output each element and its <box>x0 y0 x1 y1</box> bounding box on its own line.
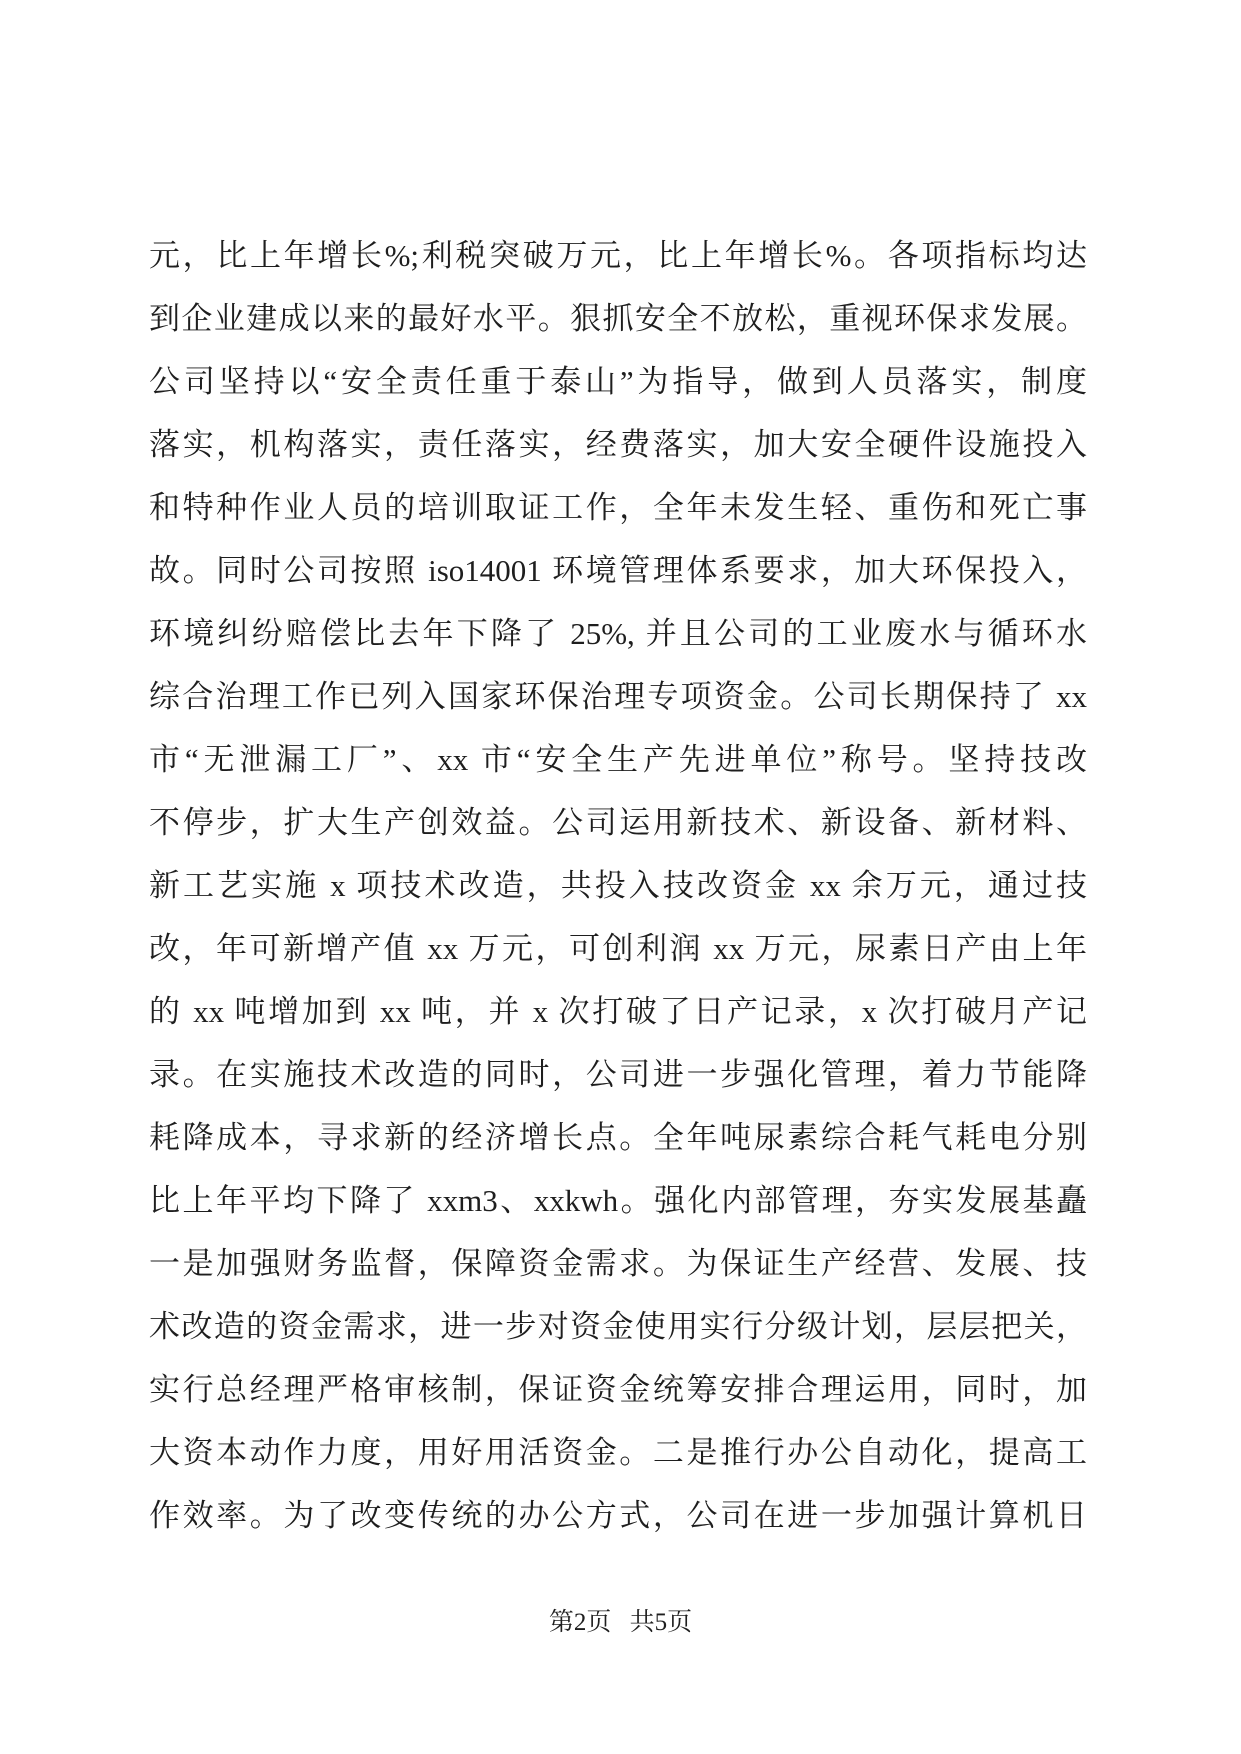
body-text-line: 环境纠纷赔偿比去年下降了 25%, 并且公司的工业废水与循环水 <box>149 616 1087 651</box>
body-text-line: 新工艺实施 x 项技术改造，共投入技改资金 xx 余万元，通过技 <box>149 868 1087 903</box>
body-text-line: 落实，机构落实，责任落实，经费落实，加大安全硬件设施投入 <box>149 427 1087 462</box>
body-text-line: 实行总经理严格审核制，保证资金统筹安排合理运用，同时，加 <box>149 1372 1087 1407</box>
body-text-line: 录。在实施技术改造的同时，公司进一步强化管理，着力节能降 <box>149 1057 1087 1092</box>
body-text-line: 改，年可新增产值 xx 万元，可创利润 xx 万元，尿素日产由上年 <box>149 931 1087 966</box>
body-text-line: 到企业建成以来的最好水平。狠抓安全不放松，重视环保求发展。 <box>149 301 1087 336</box>
body-text-line: 作效率。为了改变传统的办公方式，公司在进一步加强计算机日 <box>149 1498 1087 1533</box>
body-text-line: 的 xx 吨增加到 xx 吨，并 x 次打破了日产记录，x 次打破月产记 <box>149 994 1087 1029</box>
body-text-line: 比上年平均下降了 xxm3、xxkwh。强化内部管理，夯实发展基矗 <box>149 1183 1087 1218</box>
body-text-line: 不停步，扩大生产创效益。公司运用新技术、新设备、新材料、 <box>149 805 1087 840</box>
body-text-line: 术改造的资金需求，进一步对资金使用实行分级计划，层层把关， <box>149 1309 1087 1344</box>
body-text-line: 和特种作业人员的培训取证工作，全年未发生轻、重伤和死亡事 <box>149 490 1087 525</box>
body-text-line: 一是加强财务监督，保障资金需求。为保证生产经营、发展、技 <box>149 1246 1087 1281</box>
page-footer <box>0 1603 1241 1643</box>
page-number-indicator: 第2页 共5页 <box>548 1609 693 1636</box>
body-text-line: 故。同时公司按照 iso14001 环境管理体系要求，加大环保投入， <box>149 553 1087 588</box>
body-text-line: 公司坚持以“安全责任重于泰山”为指导，做到人员落实，制度 <box>149 364 1087 399</box>
body-text-line: 综合治理工作已列入国家环保治理专项资金。公司长期保持了 xx <box>149 679 1087 714</box>
body-text-line: 市“无泄漏工厂”、xx 市“安全生产先进单位”称号。坚持技改 <box>149 742 1087 777</box>
body-text-line: 大资本动作力度，用好用活资金。二是推行办公自动化，提高工 <box>149 1435 1087 1470</box>
document-body-text <box>149 224 1087 1547</box>
body-text-line: 元，比上年增长%;利税突破万元，比上年增长%。各项指标均达 <box>149 238 1087 273</box>
body-text-line: 耗降成本，寻求新的经济增长点。全年吨尿素综合耗气耗电分别 <box>149 1120 1087 1155</box>
